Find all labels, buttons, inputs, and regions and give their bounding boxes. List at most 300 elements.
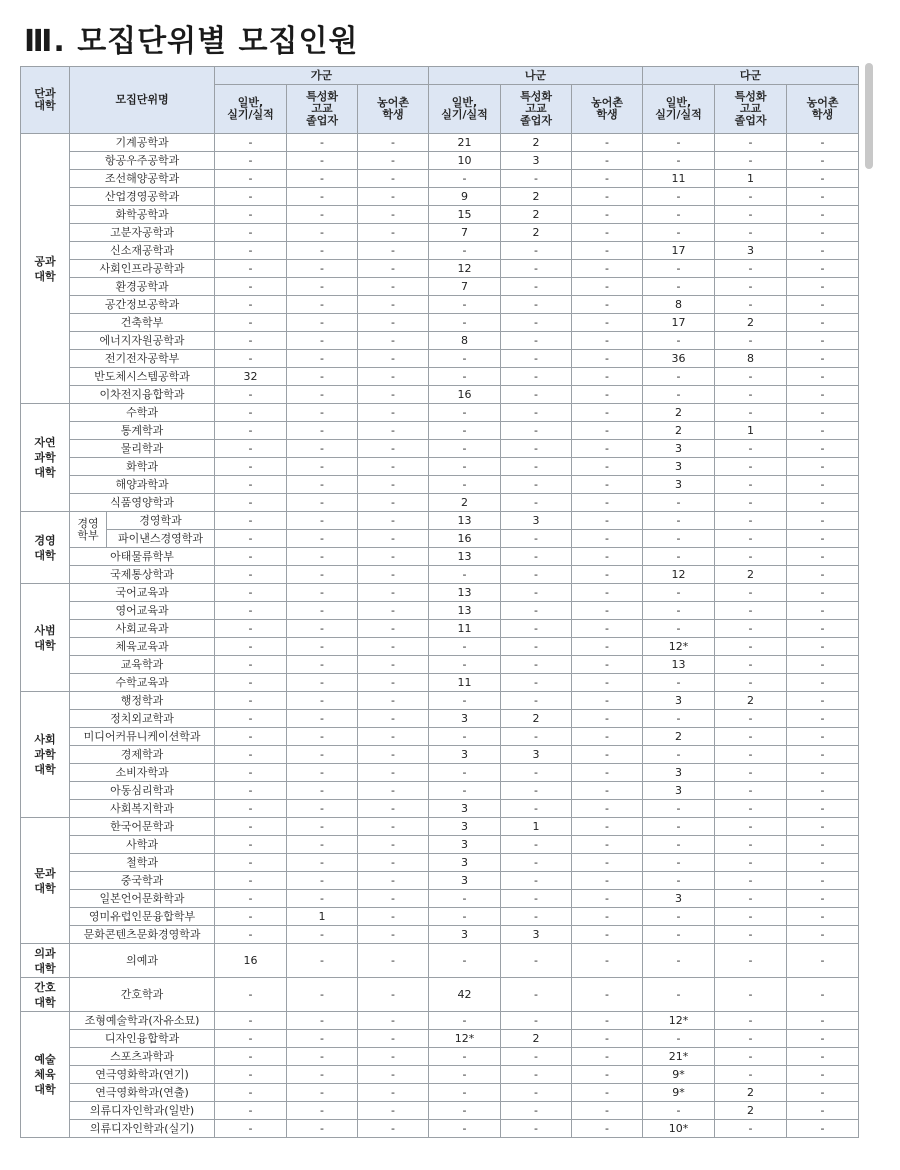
quota-cell: - bbox=[715, 494, 787, 512]
quota-cell: - bbox=[715, 404, 787, 422]
college-name: 경영 대학 bbox=[21, 512, 70, 584]
college-name: 간호 대학 bbox=[21, 978, 70, 1012]
quota-cell: - bbox=[501, 854, 572, 872]
quota-cell: - bbox=[572, 422, 643, 440]
quota-cell: - bbox=[501, 944, 572, 978]
table-row bbox=[21, 476, 859, 494]
quota-cell: - bbox=[643, 548, 715, 566]
quota-cell: - bbox=[787, 656, 859, 674]
quota-cell: 3 bbox=[643, 440, 715, 458]
quota-cell: - bbox=[358, 404, 429, 422]
quota-cell: - bbox=[787, 224, 859, 242]
quota-cell: - bbox=[215, 1120, 287, 1138]
quota-cell: - bbox=[787, 944, 859, 978]
quota-cell: - bbox=[287, 728, 358, 746]
quota-cell: - bbox=[787, 494, 859, 512]
quota-cell: - bbox=[572, 368, 643, 386]
quota-cell: - bbox=[572, 296, 643, 314]
quota-cell: - bbox=[358, 386, 429, 404]
quota-cell: - bbox=[501, 548, 572, 566]
quota-cell: - bbox=[358, 818, 429, 836]
quota-cell: - bbox=[215, 728, 287, 746]
quota-cell: - bbox=[715, 978, 787, 1012]
table-row bbox=[21, 566, 859, 584]
page-title: Ⅲ. 모집단위별 모집인원 bbox=[24, 24, 359, 59]
quota-cell: 2 bbox=[715, 1102, 787, 1120]
unit-name: 스포츠과학과 bbox=[70, 1048, 215, 1066]
quota-cell: 3 bbox=[501, 926, 572, 944]
unit-name: 연극영화학과(연출) bbox=[70, 1084, 215, 1102]
quota-cell: - bbox=[715, 710, 787, 728]
quota-cell: - bbox=[287, 872, 358, 890]
quota-cell: - bbox=[287, 458, 358, 476]
header-sub-rural: 농어촌 학생 bbox=[787, 85, 859, 134]
unit-name: 행정학과 bbox=[70, 692, 215, 710]
quota-cell: - bbox=[787, 978, 859, 1012]
quota-cell: 2 bbox=[715, 1084, 787, 1102]
unit-name: 교육학과 bbox=[70, 656, 215, 674]
quota-cell: 3 bbox=[429, 818, 501, 836]
quota-cell: - bbox=[215, 332, 287, 350]
table-row bbox=[21, 1012, 859, 1030]
unit-name: 고분자공학과 bbox=[70, 224, 215, 242]
quota-cell: 21 bbox=[429, 134, 501, 152]
quota-cell: - bbox=[787, 818, 859, 836]
quota-cell: - bbox=[715, 476, 787, 494]
quota-cell: - bbox=[287, 386, 358, 404]
quota-cell: - bbox=[358, 188, 429, 206]
quota-cell: - bbox=[287, 404, 358, 422]
quota-cell: - bbox=[215, 818, 287, 836]
quota-cell: 16 bbox=[429, 530, 501, 548]
quota-cell: - bbox=[287, 818, 358, 836]
quota-cell: 10 bbox=[429, 152, 501, 170]
quota-cell: 3 bbox=[429, 854, 501, 872]
quota-cell: - bbox=[501, 890, 572, 908]
quota-cell: - bbox=[715, 386, 787, 404]
unit-name: 건축학부 bbox=[70, 314, 215, 332]
quota-cell: - bbox=[787, 512, 859, 530]
quota-cell: - bbox=[358, 728, 429, 746]
quota-cell: - bbox=[501, 674, 572, 692]
quota-cell: - bbox=[572, 800, 643, 818]
quota-cell: - bbox=[787, 332, 859, 350]
quota-cell: 2 bbox=[643, 728, 715, 746]
quota-cell: - bbox=[572, 476, 643, 494]
quota-cell: 3 bbox=[643, 692, 715, 710]
quota-cell: - bbox=[287, 224, 358, 242]
table-row bbox=[21, 674, 859, 692]
quota-cell: - bbox=[429, 404, 501, 422]
table-row bbox=[21, 656, 859, 674]
quota-cell: - bbox=[501, 584, 572, 602]
quota-cell: - bbox=[429, 566, 501, 584]
quota-cell: 1 bbox=[715, 170, 787, 188]
quota-cell: - bbox=[215, 584, 287, 602]
table-row bbox=[21, 512, 859, 530]
unit-name: 일본언어문화학과 bbox=[70, 890, 215, 908]
quota-cell: 3 bbox=[429, 926, 501, 944]
quota-cell: - bbox=[715, 764, 787, 782]
quota-cell: - bbox=[787, 530, 859, 548]
quota-cell: - bbox=[715, 332, 787, 350]
unit-name: 의류디자인학과(실기) bbox=[70, 1120, 215, 1138]
quota-cell: - bbox=[572, 314, 643, 332]
quota-cell: 3 bbox=[501, 152, 572, 170]
quota-cell: 2 bbox=[501, 134, 572, 152]
quota-cell: - bbox=[787, 134, 859, 152]
quota-cell: - bbox=[429, 170, 501, 188]
quota-cell: - bbox=[358, 926, 429, 944]
quota-cell: - bbox=[787, 836, 859, 854]
quota-cell: - bbox=[358, 710, 429, 728]
quota-cell: - bbox=[215, 978, 287, 1012]
quota-cell: - bbox=[643, 224, 715, 242]
quota-cell: - bbox=[358, 224, 429, 242]
quota-cell: - bbox=[501, 350, 572, 368]
quota-cell: 17 bbox=[643, 314, 715, 332]
quota-cell: 11 bbox=[643, 170, 715, 188]
quota-cell: - bbox=[572, 530, 643, 548]
quota-cell: - bbox=[358, 440, 429, 458]
quota-cell: - bbox=[358, 944, 429, 978]
quota-cell: 8 bbox=[643, 296, 715, 314]
table-row bbox=[21, 692, 859, 710]
unit-name: 아태물류학부 bbox=[70, 548, 215, 566]
quota-cell: - bbox=[572, 260, 643, 278]
unit-name: 미디어커뮤니케이션학과 bbox=[70, 728, 215, 746]
quota-cell: - bbox=[572, 350, 643, 368]
quota-cell: - bbox=[215, 926, 287, 944]
unit-name: 이차전지융합학과 bbox=[70, 386, 215, 404]
quota-cell: 2 bbox=[501, 1030, 572, 1048]
quota-cell: - bbox=[287, 746, 358, 764]
quota-cell: 15 bbox=[429, 206, 501, 224]
quota-cell: 11 bbox=[429, 674, 501, 692]
quota-cell: - bbox=[358, 638, 429, 656]
college-name: 사회 과학 대학 bbox=[21, 692, 70, 818]
quota-cell: 3 bbox=[429, 800, 501, 818]
quota-cell: - bbox=[287, 296, 358, 314]
quota-cell: - bbox=[572, 206, 643, 224]
quota-cell: - bbox=[787, 296, 859, 314]
quota-cell: - bbox=[501, 908, 572, 926]
table-row bbox=[21, 260, 859, 278]
table-row bbox=[21, 314, 859, 332]
quota-cell: - bbox=[643, 386, 715, 404]
quota-cell: - bbox=[572, 692, 643, 710]
quota-cell: - bbox=[358, 1120, 429, 1138]
quota-cell: - bbox=[572, 782, 643, 800]
quota-cell: - bbox=[358, 530, 429, 548]
quota-cell: - bbox=[787, 368, 859, 386]
quota-cell: - bbox=[501, 386, 572, 404]
quota-cell: - bbox=[215, 638, 287, 656]
quota-cell: - bbox=[215, 152, 287, 170]
quota-cell: - bbox=[501, 242, 572, 260]
quota-cell: - bbox=[501, 1066, 572, 1084]
quota-cell: - bbox=[787, 458, 859, 476]
quota-cell: - bbox=[572, 854, 643, 872]
quota-cell: - bbox=[715, 1012, 787, 1030]
quota-cell: - bbox=[287, 368, 358, 386]
unit-name: 신소재공학과 bbox=[70, 242, 215, 260]
header-sub-specialized: 특성화 고교 졸업자 bbox=[715, 85, 787, 134]
quota-cell: - bbox=[215, 566, 287, 584]
quota-cell: 3 bbox=[501, 512, 572, 530]
header-sub-rural: 농어촌 학생 bbox=[358, 85, 429, 134]
quota-cell: - bbox=[787, 404, 859, 422]
quota-cell: - bbox=[287, 1120, 358, 1138]
table-row bbox=[21, 152, 859, 170]
unit-name: 간호학과 bbox=[70, 978, 215, 1012]
quota-cell: - bbox=[643, 746, 715, 764]
quota-cell: - bbox=[715, 260, 787, 278]
quota-cell: - bbox=[287, 1066, 358, 1084]
quota-cell: - bbox=[572, 1102, 643, 1120]
unit-name: 통계학과 bbox=[70, 422, 215, 440]
quota-cell: 9* bbox=[643, 1084, 715, 1102]
quota-cell: - bbox=[787, 926, 859, 944]
quota-cell: - bbox=[643, 872, 715, 890]
quota-cell: - bbox=[358, 134, 429, 152]
quota-cell: - bbox=[643, 854, 715, 872]
unit-name: 수학과 bbox=[70, 404, 215, 422]
quota-cell: - bbox=[358, 548, 429, 566]
quota-cell: - bbox=[787, 548, 859, 566]
header-group-da: 다군 bbox=[643, 67, 859, 85]
quota-cell: - bbox=[787, 746, 859, 764]
unit-name: 화학공학과 bbox=[70, 206, 215, 224]
quota-cell: - bbox=[215, 134, 287, 152]
quota-cell: - bbox=[358, 368, 429, 386]
quota-cell: - bbox=[643, 278, 715, 296]
quota-cell: - bbox=[215, 602, 287, 620]
quota-cell: 2 bbox=[501, 710, 572, 728]
unit-name: 사학과 bbox=[70, 836, 215, 854]
table-row bbox=[21, 746, 859, 764]
quota-cell: - bbox=[715, 530, 787, 548]
quota-cell: 11 bbox=[429, 620, 501, 638]
unit-name: 환경공학과 bbox=[70, 278, 215, 296]
quota-cell: - bbox=[358, 692, 429, 710]
quota-cell: - bbox=[787, 422, 859, 440]
table-row bbox=[21, 908, 859, 926]
quota-cell: - bbox=[429, 764, 501, 782]
quota-cell: - bbox=[787, 476, 859, 494]
quota-cell: 2 bbox=[501, 188, 572, 206]
quota-cell: - bbox=[643, 620, 715, 638]
quota-cell: - bbox=[572, 1048, 643, 1066]
quota-cell: - bbox=[572, 872, 643, 890]
table-row bbox=[21, 422, 859, 440]
quota-cell: - bbox=[287, 854, 358, 872]
quota-cell: - bbox=[715, 584, 787, 602]
quota-cell: 3 bbox=[643, 458, 715, 476]
quota-cell: - bbox=[715, 782, 787, 800]
quota-cell: - bbox=[358, 602, 429, 620]
quota-cell: - bbox=[429, 656, 501, 674]
quota-cell: - bbox=[215, 1102, 287, 1120]
quota-cell: 2 bbox=[501, 224, 572, 242]
quota-cell: - bbox=[358, 170, 429, 188]
quota-cell: 3 bbox=[643, 764, 715, 782]
quota-cell: 2 bbox=[429, 494, 501, 512]
quota-cell: 9* bbox=[643, 1066, 715, 1084]
quota-cell: - bbox=[287, 656, 358, 674]
quota-cell: - bbox=[287, 1030, 358, 1048]
quota-cell: - bbox=[215, 872, 287, 890]
college-name: 의과 대학 bbox=[21, 944, 70, 978]
quota-cell: - bbox=[215, 530, 287, 548]
quota-cell: - bbox=[572, 1066, 643, 1084]
quota-cell: 8 bbox=[429, 332, 501, 350]
quota-cell: - bbox=[287, 278, 358, 296]
quota-cell: - bbox=[572, 188, 643, 206]
quota-cell: 12 bbox=[643, 566, 715, 584]
quota-cell: - bbox=[287, 674, 358, 692]
quota-cell: 2 bbox=[643, 404, 715, 422]
table-row bbox=[21, 926, 859, 944]
unit-name: 경영학과 bbox=[107, 512, 215, 530]
unit-name: 물리학과 bbox=[70, 440, 215, 458]
unit-name: 산업경영공학과 bbox=[70, 188, 215, 206]
quota-cell: - bbox=[572, 818, 643, 836]
quota-cell: - bbox=[358, 890, 429, 908]
quota-cell: - bbox=[715, 674, 787, 692]
quota-cell: - bbox=[358, 512, 429, 530]
recruitment-table-container bbox=[20, 66, 858, 1138]
quota-cell: - bbox=[287, 1084, 358, 1102]
quota-cell: - bbox=[287, 1102, 358, 1120]
quota-cell: - bbox=[215, 1030, 287, 1048]
table-body bbox=[21, 134, 859, 1138]
quota-cell: - bbox=[572, 746, 643, 764]
quota-cell: 32 bbox=[215, 368, 287, 386]
quota-cell: - bbox=[715, 926, 787, 944]
quota-cell: - bbox=[787, 620, 859, 638]
quota-cell: - bbox=[643, 818, 715, 836]
quota-cell: - bbox=[572, 566, 643, 584]
table-row bbox=[21, 350, 859, 368]
unit-name: 해양과학과 bbox=[70, 476, 215, 494]
quota-cell: - bbox=[215, 782, 287, 800]
quota-cell: - bbox=[215, 314, 287, 332]
quota-cell: - bbox=[429, 368, 501, 386]
header-sub-specialized: 특성화 고교 졸업자 bbox=[501, 85, 572, 134]
quota-cell: - bbox=[429, 728, 501, 746]
quota-cell: - bbox=[787, 638, 859, 656]
quota-cell: - bbox=[572, 620, 643, 638]
quota-cell: - bbox=[501, 728, 572, 746]
table-row bbox=[21, 368, 859, 386]
quota-cell: 13 bbox=[429, 584, 501, 602]
quota-cell: - bbox=[643, 134, 715, 152]
unit-name: 기계공학과 bbox=[70, 134, 215, 152]
quota-cell: - bbox=[715, 1030, 787, 1048]
quota-cell: - bbox=[358, 332, 429, 350]
header-sub-specialized: 특성화 고교 졸업자 bbox=[287, 85, 358, 134]
table-row bbox=[21, 710, 859, 728]
quota-cell: - bbox=[715, 908, 787, 926]
quota-cell: - bbox=[787, 602, 859, 620]
quota-cell: - bbox=[215, 260, 287, 278]
table-header bbox=[21, 67, 859, 134]
unit-name: 철학과 bbox=[70, 854, 215, 872]
quota-cell: 1 bbox=[715, 422, 787, 440]
table-row bbox=[21, 278, 859, 296]
table-row bbox=[21, 1084, 859, 1102]
quota-cell: - bbox=[215, 188, 287, 206]
quota-cell: - bbox=[572, 908, 643, 926]
quota-cell: - bbox=[358, 350, 429, 368]
header-sub-general: 일반, 실기/실적 bbox=[429, 85, 501, 134]
quota-cell: 2 bbox=[715, 566, 787, 584]
quota-cell: - bbox=[643, 584, 715, 602]
quota-cell: - bbox=[287, 584, 358, 602]
quota-cell: - bbox=[215, 404, 287, 422]
quota-cell: - bbox=[643, 944, 715, 978]
quota-cell: - bbox=[287, 242, 358, 260]
quota-cell: - bbox=[787, 152, 859, 170]
quota-cell: 2 bbox=[715, 692, 787, 710]
quota-cell: 21* bbox=[643, 1048, 715, 1066]
quota-cell: - bbox=[358, 206, 429, 224]
quota-cell: 12* bbox=[643, 1012, 715, 1030]
quota-cell: - bbox=[501, 296, 572, 314]
quota-cell: - bbox=[787, 692, 859, 710]
quota-cell: - bbox=[715, 638, 787, 656]
quota-cell: 3 bbox=[643, 782, 715, 800]
quota-cell: - bbox=[429, 296, 501, 314]
quota-cell: 3 bbox=[643, 890, 715, 908]
quota-cell: - bbox=[287, 422, 358, 440]
scrollbar[interactable] bbox=[865, 63, 873, 169]
quota-cell: - bbox=[501, 782, 572, 800]
quota-cell: 1 bbox=[287, 908, 358, 926]
quota-cell: - bbox=[715, 296, 787, 314]
quota-cell: - bbox=[287, 260, 358, 278]
quota-cell: - bbox=[215, 386, 287, 404]
quota-cell: - bbox=[215, 890, 287, 908]
quota-cell: - bbox=[643, 836, 715, 854]
quota-cell: 2 bbox=[715, 314, 787, 332]
quota-cell: - bbox=[572, 836, 643, 854]
quota-cell: - bbox=[501, 978, 572, 1012]
quota-cell: - bbox=[287, 638, 358, 656]
table-row bbox=[21, 764, 859, 782]
quota-cell: 17 bbox=[643, 242, 715, 260]
quota-cell: - bbox=[643, 494, 715, 512]
quota-cell: - bbox=[501, 566, 572, 584]
table-row bbox=[21, 1120, 859, 1138]
quota-cell: 3 bbox=[501, 746, 572, 764]
header-unit: 모집단위명 bbox=[70, 67, 215, 134]
unit-name: 사회교육과 bbox=[70, 620, 215, 638]
quota-cell: - bbox=[572, 728, 643, 746]
quota-cell: - bbox=[572, 978, 643, 1012]
quota-cell: - bbox=[787, 350, 859, 368]
unit-name: 영미유럽인문융합학부 bbox=[70, 908, 215, 926]
table-row bbox=[21, 584, 859, 602]
quota-cell: - bbox=[501, 530, 572, 548]
quota-cell: - bbox=[787, 1048, 859, 1066]
quota-cell: - bbox=[643, 908, 715, 926]
header-sub-rural: 농어촌 학생 bbox=[572, 85, 643, 134]
table-row bbox=[21, 440, 859, 458]
quota-cell: - bbox=[215, 800, 287, 818]
quota-cell: - bbox=[429, 782, 501, 800]
